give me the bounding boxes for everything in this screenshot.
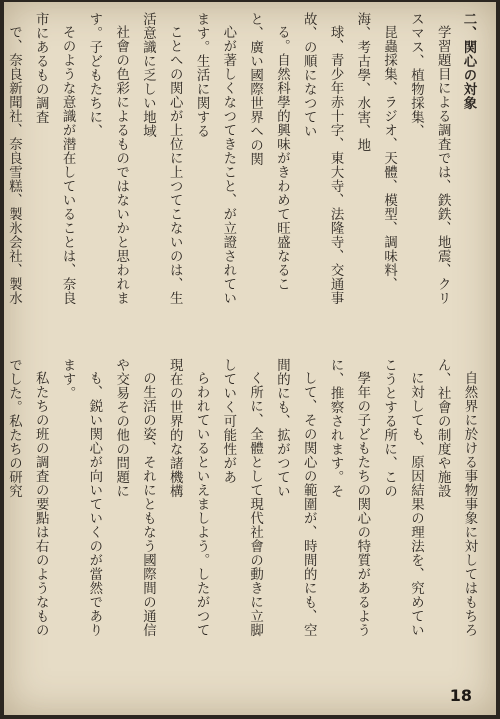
text-line: 二、関心の対象: [461, 12, 477, 110]
text-line: 自然界に於ける事物事象に対してはもちろん、社會の制度や施設: [435, 358, 477, 638]
text-line: 昆蟲採集、ラジオ、天體、模型、調味料、海、考古學、水害、地: [354, 12, 397, 292]
lower-text-block: [6, 358, 482, 648]
text-line: の生活の姿、それにともなう國際間の通信や交易その他の問題に: [113, 358, 156, 638]
text-line: く所に、全體として現代社會の動きに立脚していく可能性があ: [220, 358, 263, 638]
book-page: [4, 2, 496, 715]
text-line: 学習題目による調査では、鉄鉄、地震、クリスマス、植物採集、: [408, 12, 451, 306]
text-line: 心が著しくなつてきたこと、が立證されています。生活に関する: [194, 12, 236, 306]
text-line: そのような意識が潜在していることは、奈良市にあるもの調査: [33, 12, 76, 306]
text-line: 學年の子どもたちの関心の特質があるように、推察されます。そ: [328, 358, 370, 638]
text-line: 社會の色彩によるものではないかと思われます。子どもたちに、: [86, 12, 129, 306]
upper-text-block: [6, 12, 482, 312]
page-number: 18: [449, 686, 472, 705]
text-line: らわれているといえましよう。したがつて現在の世界的な諸機構: [167, 358, 210, 638]
text-line: 私たちの班の調査の要點は右のようなものでした。私たちの研究: [6, 358, 49, 638]
text-line: に対しても、原因結果の理法を、究めていこうとする所に、この: [381, 358, 424, 638]
text-line: で、奈良新聞社、奈良雪糕、製氷会社、製水: [6, 25, 22, 306]
text-line: して、その関心の範圍が、時間的にも、空間的にも、拡がつてい: [274, 358, 317, 638]
text-line: 球、青少年赤十字、東大寺、法隆寺、交通事故、の順になつてい: [301, 12, 344, 306]
text-line: る。自然科學的興味がきわめて旺盛なること、廣い國際世界への関: [247, 12, 290, 292]
text-line: も、鋭い関心が向いていくのが當然であります。: [60, 358, 102, 638]
text-line: ことへの関心が上位に上つてこないのは、生活意識に乏しい地域: [140, 12, 183, 306]
